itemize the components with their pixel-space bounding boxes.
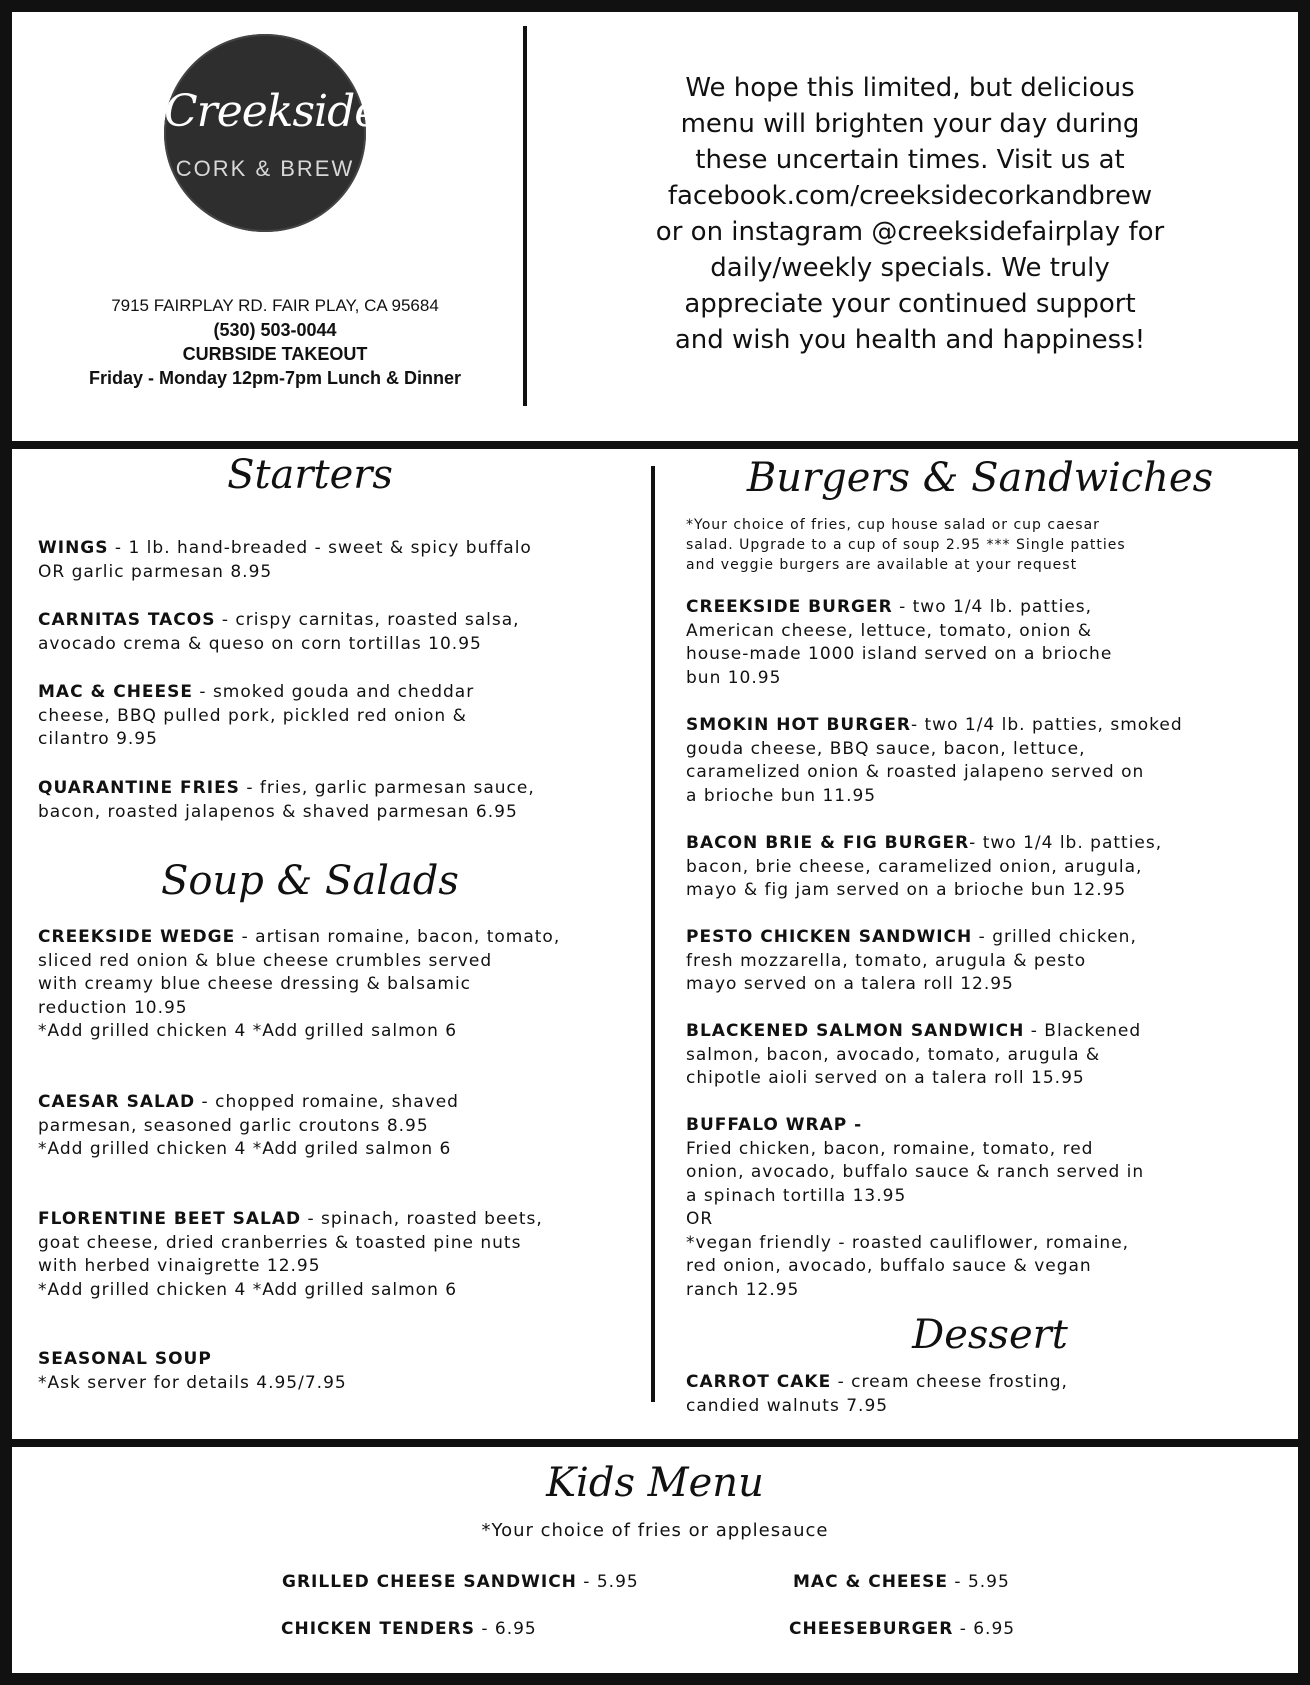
service-type: CURBSIDE TAKEOUT xyxy=(182,344,368,364)
item-desc: ranch 12.95 xyxy=(686,1279,800,1300)
item-desc: gouda cheese, BBQ sauce, bacon, lettuce, xyxy=(686,738,1086,759)
item-price: - 5.95 xyxy=(948,1572,1010,1592)
item-name: CHICKEN TENDERS xyxy=(281,1619,475,1639)
item-desc: candied walnuts 7.95 xyxy=(686,1395,889,1416)
menu-item-carnitas-tacos xyxy=(38,609,638,656)
intro-line: appreciate your continued support xyxy=(684,289,1136,319)
item-desc: - two 1/4 lb. patties, xyxy=(892,597,1093,617)
item-name: BLACKENED SALMON SANDWICH xyxy=(686,1021,1025,1041)
burgers-title: Burgers & Sandwiches xyxy=(746,455,1214,501)
item-desc: bun 10.95 xyxy=(686,667,782,688)
phone-number: (530) 503-0044 xyxy=(213,320,337,340)
address: 7915 FAIRPLAY RD. FAIR PLAY, CA 95684 xyxy=(111,296,439,315)
item-desc: *Add grilled chicken 4 *Add griled salmon 6 xyxy=(38,1139,452,1159)
intro-line: menu will brighten your day during xyxy=(680,109,1140,139)
menu-item-florentine-beet-salad xyxy=(38,1208,638,1302)
item-desc: OR garlic parmesan 8.95 xyxy=(38,561,273,582)
item-desc: a spinach tortilla 13.95 xyxy=(686,1185,907,1206)
item-desc: caramelized onion & roasted jalapeno served on xyxy=(686,762,1145,782)
item-desc: parmesan, seasoned garlic croutons 8.95 xyxy=(38,1115,429,1136)
menu-item-caesar-salad xyxy=(38,1091,638,1162)
kids-item-cheeseburger xyxy=(789,1619,1015,1639)
item-price: - 6.95 xyxy=(953,1619,1016,1639)
item-desc: with herbed vinaigrette 12.95 xyxy=(38,1256,321,1276)
item-name: GRILLED CHEESE SANDWICH xyxy=(282,1572,577,1592)
item-name: CARNITAS TACOS xyxy=(38,610,216,630)
kids-item-grilled-cheese xyxy=(282,1572,639,1592)
item-desc: a brioche bun 11.95 xyxy=(686,785,877,806)
item-desc: with creamy blue cheese dressing & balsamic xyxy=(38,974,472,994)
item-desc: - cream cheese frosting, xyxy=(831,1372,1068,1392)
item-price: - 6.95 xyxy=(474,1619,537,1639)
item-desc: reduction 10.95 xyxy=(38,997,188,1018)
item-name: CREEKSIDE BURGER xyxy=(686,597,893,617)
item-desc: fresh mozzarella, tomato, arugula & pesto xyxy=(686,950,1087,971)
item-desc: - grilled chicken, xyxy=(972,927,1137,947)
item-desc: goat cheese, dried cranberries & toasted pine nuts xyxy=(38,1232,522,1253)
item-desc: red onion, avocado, buffalo sauce & vegan xyxy=(686,1256,1092,1276)
kids-title: Kids Menu xyxy=(546,1460,764,1506)
item-desc: bacon, roasted jalapenos & shaved parmesan 6.95 xyxy=(38,801,518,822)
dessert-title: Dessert xyxy=(912,1312,1068,1358)
item-name: CAESAR SALAD xyxy=(38,1092,196,1112)
item-desc: - two 1/4 lb. patties, xyxy=(969,833,1163,853)
item-name: BUFFALO WRAP - xyxy=(686,1115,863,1135)
kids-item-chicken-tenders xyxy=(281,1619,537,1639)
item-desc: house-made 1000 island served on a brioche xyxy=(686,644,1113,664)
restaurant-logo xyxy=(164,34,380,232)
item-price: - 5.95 xyxy=(576,1572,639,1592)
item-name: CARROT CAKE xyxy=(686,1372,832,1392)
item-desc: *Ask server for details 4.95/7.95 xyxy=(38,1372,347,1393)
item-desc: - Blackened xyxy=(1024,1021,1142,1041)
item-desc: - fries, garlic parmesan sauce, xyxy=(239,778,535,798)
menu-item-bacon-brie-fig-burger xyxy=(686,832,1246,903)
item-desc: salmon, bacon, avocado, tomato, arugula & xyxy=(686,1044,1101,1065)
menu-item-smokin-hot-burger xyxy=(686,714,1246,808)
item-desc: *Add grilled chicken 4 *Add grilled salmon 6 xyxy=(38,1279,458,1300)
logo-subtitle: CORK & BREW xyxy=(175,156,355,181)
item-desc: avocado crema & queso on corn tortillas 10.95 xyxy=(38,633,482,654)
intro-message xyxy=(610,70,1210,358)
item-desc: - smoked gouda and cheddar xyxy=(193,682,475,702)
note-line: salad. Upgrade to a cup of soup 2.95 *** Single patties xyxy=(686,537,1126,553)
item-desc: - crispy carnitas, roasted salsa, xyxy=(215,610,520,630)
starters-title: Starters xyxy=(227,452,393,498)
item-name: QUARANTINE FRIES xyxy=(38,778,240,798)
item-desc: American cheese, lettuce, tomato, onion & xyxy=(686,620,1093,641)
item-desc: mayo served on a talera roll 12.95 xyxy=(686,974,1014,994)
header-vertical-divider xyxy=(523,26,527,406)
item-desc: - two 1/4 lb. patties, smoked xyxy=(910,715,1183,735)
item-desc: - artisan romaine, bacon, tomato, xyxy=(235,927,561,947)
header-divider xyxy=(0,441,1310,449)
item-name: CREEKSIDE WEDGE xyxy=(38,927,236,947)
item-name: MAC & CHEESE xyxy=(793,1572,948,1592)
item-name: SEASONAL SOUP xyxy=(38,1349,212,1369)
item-desc: - spinach, roasted beets, xyxy=(301,1209,543,1229)
menu-item-creekside-burger xyxy=(686,596,1246,690)
intro-line: and wish you health and happiness! xyxy=(674,325,1146,355)
salads-title: Soup & Salads xyxy=(161,858,459,904)
intro-line: or on instagram @creeksidefairplay for xyxy=(655,217,1165,247)
item-name: FLORENTINE BEET SALAD xyxy=(38,1209,302,1229)
opening-hours: Friday - Monday 12pm-7pm Lunch & Dinner xyxy=(88,368,462,388)
item-desc: onion, avocado, buffalo sauce & ranch served in xyxy=(686,1162,1145,1182)
logo-script-text: Creekside xyxy=(164,86,380,137)
item-name: PESTO CHICKEN SANDWICH xyxy=(686,927,973,947)
intro-line: these uncertain times. Visit us at xyxy=(695,145,1125,175)
item-name: CHEESEBURGER xyxy=(789,1619,954,1639)
menu-item-seasonal-soup xyxy=(38,1348,638,1395)
item-desc: Fried chicken, bacon, romaine, tomato, red xyxy=(686,1138,1094,1159)
item-desc: - 1 lb. hand-breaded - sweet & spicy buffalo xyxy=(108,538,532,558)
intro-line: facebook.com/creeksidecorkandbrew xyxy=(667,181,1153,211)
kids-note: *Your choice of fries or applesauce xyxy=(481,1520,829,1541)
menu-item-pesto-chicken-sandwich xyxy=(686,926,1246,997)
item-desc: chipotle aioli served on a talera roll 15.95 xyxy=(686,1068,1085,1088)
item-desc: sliced red onion & blue cheese crumbles served xyxy=(38,950,493,971)
item-desc: mayo & fig jam served on a brioche bun 12.95 xyxy=(686,880,1127,900)
kids-divider xyxy=(0,1439,1310,1447)
item-desc: OR xyxy=(686,1209,714,1229)
menu-item-blackened-salmon-sandwich xyxy=(686,1020,1246,1091)
burgers-note xyxy=(686,515,1206,575)
item-name: BACON BRIE & FIG BURGER xyxy=(686,833,970,853)
note-line: and veggie burgers are available at your request xyxy=(686,557,1078,573)
menu-item-creekside-wedge xyxy=(38,926,638,1044)
item-desc: *Add grilled chicken 4 *Add grilled salmon 6 xyxy=(38,1021,458,1041)
note-line: *Your choice of fries, cup house salad or cup caesar xyxy=(686,517,1100,533)
item-desc: bacon, brie cheese, caramelized onion, arugula, xyxy=(686,856,1143,877)
intro-line: daily/weekly specials. We truly xyxy=(710,253,1110,283)
item-desc: - chopped romaine, shaved xyxy=(195,1092,459,1112)
menu-item-quarantine-fries xyxy=(38,777,638,824)
menu-item-carrot-cake xyxy=(686,1371,1246,1418)
item-name: SMOKIN HOT BURGER xyxy=(686,715,911,735)
item-desc: *vegan friendly - roasted cauliflower, romaine, xyxy=(686,1232,1130,1253)
intro-line: We hope this limited, but delicious xyxy=(685,73,1135,103)
item-desc: cilantro 9.95 xyxy=(38,729,158,749)
columns-vertical-divider xyxy=(651,466,655,1402)
item-name: MAC & CHEESE xyxy=(38,682,193,702)
menu-item-buffalo-wrap xyxy=(686,1114,1246,1302)
menu-item-mac-cheese xyxy=(38,681,638,752)
item-name: WINGS xyxy=(38,538,109,558)
item-desc: cheese, BBQ pulled pork, pickled red onion & xyxy=(38,705,467,726)
kids-item-mac-cheese xyxy=(793,1572,1010,1592)
menu-item-wings xyxy=(38,537,638,584)
